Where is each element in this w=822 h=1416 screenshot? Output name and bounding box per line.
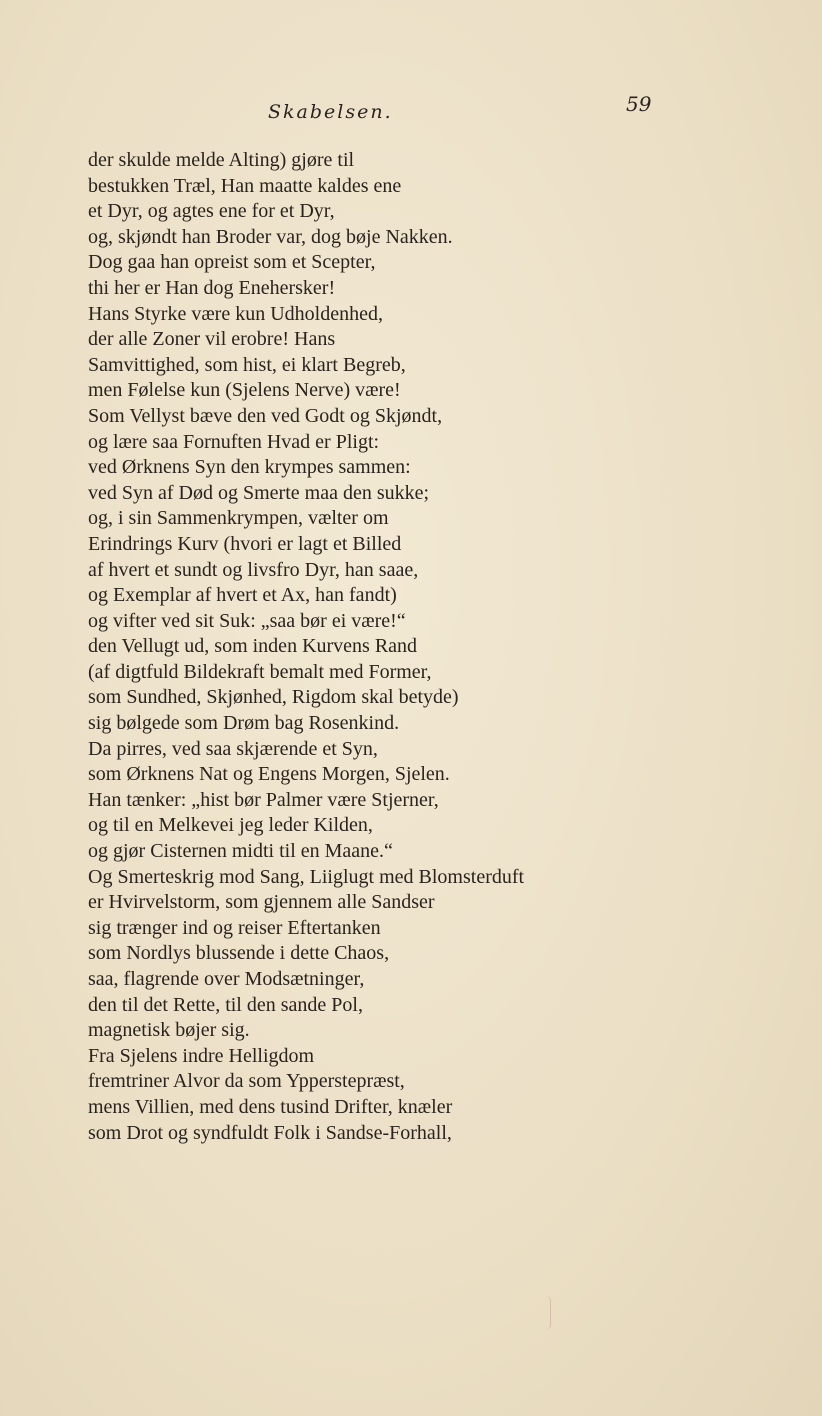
poem-line: Dog gaa han opreist som et Scepter,: [88, 251, 376, 274]
poem-line: af hvert et sundt og livsfro Dyr, han saae,: [88, 558, 419, 581]
pencil-mark: [546, 1296, 551, 1330]
poem-line: og til en Melkevei jeg leder Kilden,: [88, 814, 373, 837]
poem-line: Da pirres, ved saa skjærende et Syn,: [88, 737, 378, 760]
poem-line: Erindrings Kurv (hvori er lagt et Billed: [88, 532, 402, 555]
poem-line: og, skjøndt han Broder var, dog bøje Nakken.: [88, 225, 453, 248]
poem-line: Hans Styrke være kun Udholdenhed,: [88, 302, 383, 325]
poem-line: og gjør Cisternen midti til en Maane.“: [88, 840, 393, 863]
poem-line: den til det Rette, til den sande Pol,: [88, 993, 363, 1016]
poem-line: fremtriner Alvor da som Ypperstepræst,: [88, 1070, 405, 1093]
poem-line: saa, flagrende over Modsætninger,: [88, 968, 365, 990]
poem-line: og Exemplar af hvert et Ax, han fandt): [88, 584, 397, 607]
poem-line: mens Villien, med dens tusind Drifter, knæler: [88, 1095, 453, 1118]
poem-line: men Følelse kun (Sjelens Nerve) være!: [88, 379, 401, 402]
poem-line: (af digtfuld Bildekraft bemalt med Former,: [88, 660, 432, 683]
poem-line: og vifter ved sit Suk: „saa bør ei være!“: [88, 609, 406, 632]
poem-line: som Nordlys blussende i dette Chaos,: [88, 942, 390, 965]
poem-line: den Vellugt ud, som inden Kurvens Rand: [88, 635, 418, 658]
poem-line: og, i sin Sammenkrympen, vælter om: [88, 507, 389, 530]
page-number: 59: [626, 92, 652, 116]
poem-line: ved Ørknens Syn den krympes sammen:: [88, 456, 411, 479]
poem-line: der alle Zoner vil erobre! Hans: [88, 328, 336, 351]
poem-line: som Drot og syndfuldt Folk i Sandse-Forhall,: [88, 1121, 452, 1144]
poem-line: og lære saa Fornuften Hvad er Pligt:: [88, 430, 380, 453]
poem-line: et Dyr, og agtes ene for et Dyr,: [88, 200, 335, 223]
poem-line: Som Vellyst bæve den ved Godt og Skjøndt,: [88, 404, 443, 427]
poem-line: ved Syn af Død og Smerte maa den sukke;: [88, 481, 430, 504]
poem-line: som Sundhed, Skjønhed, Rigdom skal betyde): [88, 686, 459, 709]
poem-line: Samvittighed, som hist, ei klart Begreb,: [88, 353, 406, 376]
poem-line: sig trænger ind og reiser Eftertanken: [88, 916, 381, 939]
poem-line: Han tænker: „hist bør Palmer være Stjerner,: [88, 788, 439, 811]
poem-line: sig bølgede som Drøm bag Rosenkind.: [88, 712, 400, 735]
poem-line: bestukken Træl, Han maatte kaldes ene: [88, 174, 402, 197]
poem-line: thi her er Han dog Enehersker!: [88, 276, 336, 299]
running-head-title: Skabelsen.: [268, 101, 393, 123]
poem-line: som Ørknens Nat og Engens Morgen, Sjelen.: [88, 763, 450, 786]
poem-line: Fra Sjelens indre Helligdom: [88, 1044, 315, 1067]
poem-line: Og Smerteskrig mod Sang, Liiglugt med Blomsterduft: [88, 865, 525, 888]
poem-line: magnetisk bøjer sig.: [88, 1019, 250, 1042]
poem-line: der skulde melde Alting) gjøre til: [88, 149, 355, 171]
poem-line: er Hvirvelstorm, som gjennem alle Sandser: [88, 891, 435, 914]
poem-text: [88, 148, 788, 1146]
